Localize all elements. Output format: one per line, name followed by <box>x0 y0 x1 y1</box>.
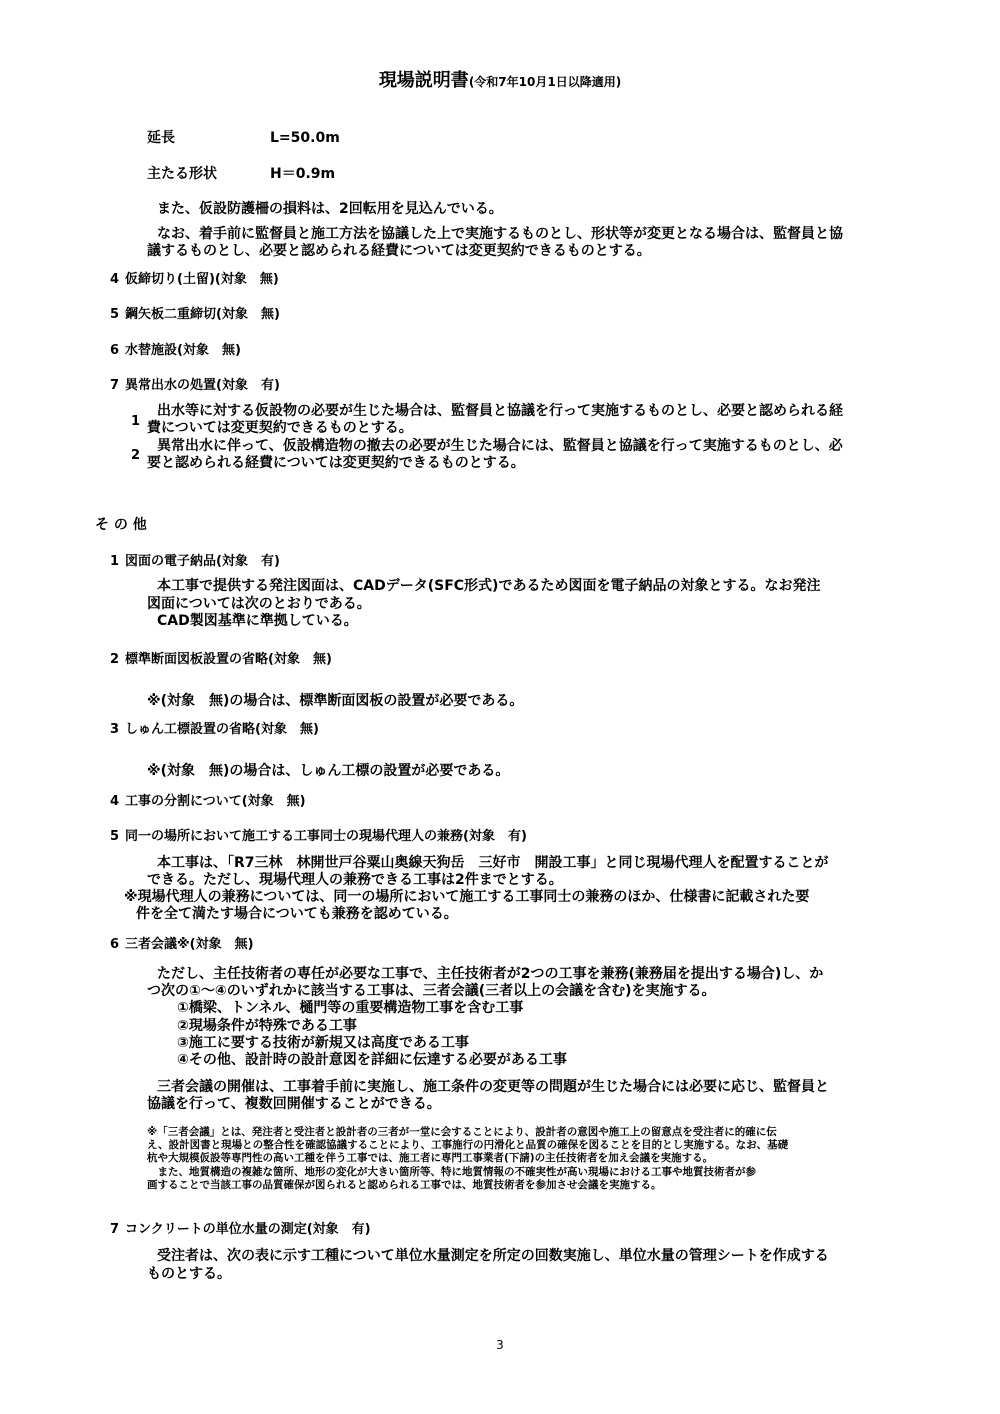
sub-item-1-num: 1 <box>131 414 141 429</box>
sub-item-2-num: 2 <box>131 448 141 463</box>
page-number: 3 <box>496 1338 504 1352</box>
other-3-num: 3 <box>110 722 120 737</box>
paragraph-2-line1: なお、着手前に監督員と施工方法を協議した上で実施するものとし、形状等が変更となる場合は、監督員と協 <box>157 226 843 242</box>
other-1-line2: 図面については次のとおりである。 <box>147 596 371 612</box>
other-4-num: 4 <box>110 794 120 809</box>
section-7-title: 異常出水の処置(対象 有) <box>125 378 280 393</box>
sub-item-1-line1: 出水等に対する仮設物の必要が生じた場合は、監督員と協議を行って実施するものとし、必要と認められる経 <box>157 403 843 419</box>
other-6-item-2: ②現場条件が特殊である工事 <box>177 1018 357 1034</box>
length-value: L=50.0m <box>270 130 340 146</box>
sub-item-2-line2: 要と認められる経費については変更契約できるものとする。 <box>147 455 525 471</box>
other-heading: そ の 他 <box>95 517 147 533</box>
other-6-note-4: また、地質構造の複雑な箇所、地形の変化が大きい箇所等、特に地質情報の不確実性が高い現場における工事や地質技術者が参 <box>147 1166 756 1178</box>
length-label: 延長 <box>147 130 175 146</box>
other-7-line1: 受注者は、次の表に示す工種について単位水量測定を所定の回数実施し、単位水量の管理シートを作成する <box>157 1248 829 1264</box>
shape-value: H＝0.9m <box>270 166 336 182</box>
other-6-note-1: ※「三者会議」とは、発注者と受注者と設計者の三者が一堂に会することにより、設計者の意図や施工上の留意点を受注者に的確に伝 <box>147 1126 777 1138</box>
other-2-num: 2 <box>110 652 120 667</box>
other-5-line1: 本工事は、「R7三林 林開世戸谷粟山奥線天狗岳 三好市 開設工事」と同じ現場代理人を配置することが <box>157 855 829 871</box>
other-6-line3: 三者会議の開催は、工事着手前に実施し、施工条件の変更等の問題が生じた場合には必要に応じ、監督員と <box>157 1079 829 1095</box>
other-6-title: 三者会議※(対象 無) <box>125 937 254 952</box>
other-7-title: コンクリートの単位水量の測定(対象 有) <box>125 1222 371 1237</box>
other-3-note: ※(対象 無)の場合は、しゅん工標の設置が必要である。 <box>147 763 510 779</box>
other-5-title: 同一の場所において施工する工事同士の現場代理人の兼務(対象 有) <box>125 829 527 844</box>
title-main: 現場説明書 <box>378 70 469 91</box>
paragraph-1: また、仮設防護柵の損料は、2回転用を見込んでいる。 <box>157 201 503 217</box>
other-1-line3: CAD製図基準に準拠している。 <box>157 613 358 629</box>
other-2-note: ※(対象 無)の場合は、標準断面図板の設置が必要である。 <box>147 693 524 709</box>
section-6-num: 6 <box>110 343 120 358</box>
other-6-note-5: 画することで当該工事の品質確保が図られると認められる工事では、地質技術者を参加させ会議を実施する。 <box>147 1179 662 1191</box>
page-title <box>0 66 1000 92</box>
other-6-line1: ただし、主任技術者の専任が必要な工事で、主任技術者が2つの工事を兼務(兼務届を提出する場合)し、か <box>157 966 824 982</box>
section-4-title: 仮締切り(土留)(対象 無) <box>125 272 279 287</box>
other-6-item-1: ①橋梁、トンネル、樋門等の重要構造物工事を含む工事 <box>177 1000 524 1016</box>
other-6-num: 6 <box>110 937 120 952</box>
title-subtitle: (令和7年10月1日以降適用) <box>468 75 622 89</box>
section-5-title: 鋼矢板二重締切(対象 無) <box>125 307 280 322</box>
other-6-item-4: ④その他、設計時の設計意図を詳細に伝達する必要がある工事 <box>177 1052 567 1068</box>
section-7-num: 7 <box>110 378 120 393</box>
other-5-line2: できる。ただし、現場代理人の兼務できる工事は2件までとする。 <box>147 872 563 888</box>
other-6-note-3: 杭や大規模仮設等専門性の高い工種を伴う工事では、施工者に専門工事業者(下請)の主任技術者を加え会議を実施する。 <box>147 1152 714 1164</box>
other-2-title: 標準断面図板設置の省略(対象 無) <box>125 652 332 667</box>
sub-item-1-line2: 費については変更契約できるものとする。 <box>147 420 413 436</box>
section-4-num: 4 <box>110 272 120 287</box>
paragraph-2-line2: 議するものとし、必要と認められる経費については変更契約できるものとする。 <box>147 243 651 259</box>
sub-item-2-line1: 異常出水に伴って、仮設構造物の撤去の必要が生じた場合には、監督員と協議を行って実施するものとし、必 <box>157 438 843 454</box>
other-5-line4: 件を全て満たす場合についても兼務を認めている。 <box>136 906 458 922</box>
other-5-line3: ※現場代理人の兼務については、同一の場所において施工する工事同士の兼務のほか、仕様書に記載された要 <box>124 889 810 905</box>
other-6-item-3: ③施工に要する技術が新規又は高度である工事 <box>177 1035 469 1051</box>
other-1-title: 図面の電子納品(対象 有) <box>125 554 280 569</box>
other-1-line1: 本工事で提供する発注図面は、CADデータ(SFC形式)であるため図面を電子納品の対象とする。なお発注 <box>157 578 821 594</box>
section-5-num: 5 <box>110 307 120 322</box>
other-5-num: 5 <box>110 829 120 844</box>
other-6-note-2: え、設計図書と現場との整合性を確認協議することにより、工事施行の円滑化と品質の確保を図ることを目的とし実施する。なお、基礎 <box>147 1139 789 1151</box>
other-7-num: 7 <box>110 1222 120 1237</box>
other-6-line2: つ次の①～④のいずれかに該当する工事は、三者会議(三者以上の会議を含む)を実施する。 <box>147 983 716 999</box>
other-4-title: 工事の分割について(対象 無) <box>125 794 306 809</box>
other-6-line4: 協議を行って、複数回開催することができる。 <box>147 1096 441 1112</box>
other-3-title: しゅん工標設置の省略(対象 無) <box>125 722 319 737</box>
other-1-num: 1 <box>110 554 120 569</box>
section-6-title: 水替施設(対象 無) <box>125 343 241 358</box>
shape-label: 主たる形状 <box>147 166 217 182</box>
other-7-line2: ものとする。 <box>147 1266 231 1282</box>
